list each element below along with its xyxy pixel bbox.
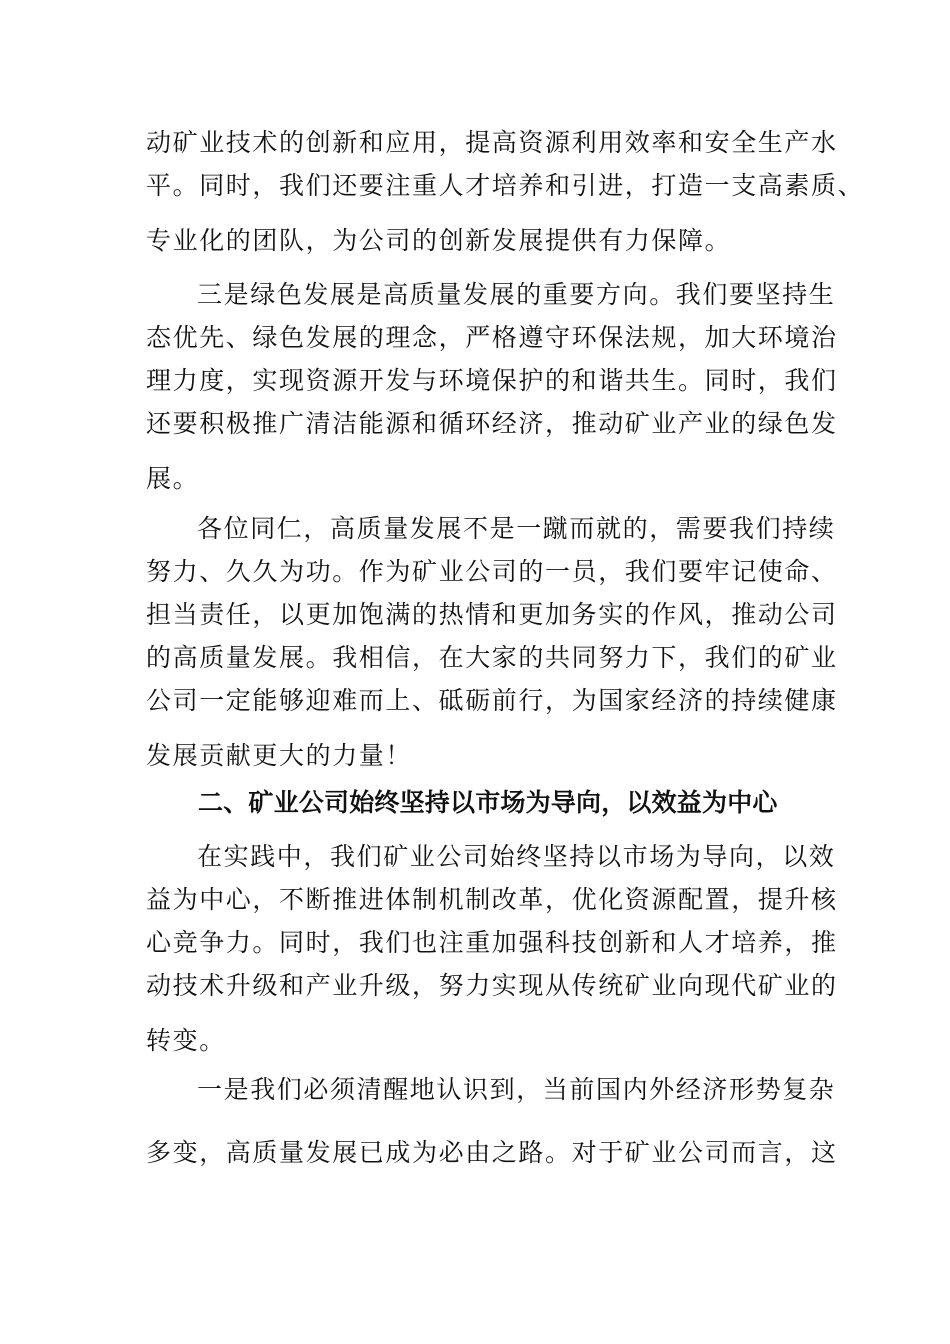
text-line: 公司一定能够迎难而上、砥砺前行，为国家经济的持续健康	[146, 686, 838, 715]
text-line: 动矿业技术的创新和应用，提高资源利用效率和安全生产水	[146, 128, 838, 157]
paragraph-start-line: 三是绿色发展是高质量发展的重要方向。我们要坚持生	[197, 280, 836, 309]
text-line: 转变。	[146, 1026, 226, 1055]
paragraph-start-line: 一是我们必须清醒地认识到，当前国内外经济形势复杂	[197, 1075, 836, 1104]
text-line: 心竞争力。同时，我们也注重加强科技创新和人才培养，推	[146, 928, 838, 957]
text-line: 理力度，实现资源开发与环境保护的和谐共生。同时，我们	[146, 366, 838, 395]
text-line: 平。同时，我们还要注重人才培养和引进，打造一支高素质、	[146, 171, 865, 200]
text-line: 益为中心，不断推进体制机制改革，优化资源配置，提升核	[146, 885, 838, 914]
section-heading: 二、矿业公司始终坚持以市场为导向，以效益为中心	[198, 788, 778, 817]
text-line: 展。	[146, 464, 200, 493]
text-line: 担当责任，以更加饱满的热情和更加务实的作风，推动公司	[146, 600, 838, 629]
text-line: 多变，高质量发展已成为必由之路。对于矿业公司而言，这	[146, 1138, 838, 1167]
text-line: 还要积极推广清洁能源和循环经济，推动矿业产业的绿色发	[146, 409, 838, 438]
text-line: 动技术升级和产业升级，努力实现从传统矿业向现代矿业的	[146, 971, 838, 1000]
text-line: 态优先、绿色发展的理念，严格遵守环保法规，加大环境治	[146, 323, 838, 352]
text-line: 努力、久久为功。作为矿业公司的一员，我们要牢记使命、	[146, 557, 838, 586]
paragraph-start-line: 各位同仁，高质量发展不是一蹴而就的，需要我们持续	[197, 514, 836, 543]
text-line: 的高质量发展。我相信，在大家的共同努力下，我们的矿业	[146, 643, 838, 672]
text-line: 发展贡献更大的力量！	[146, 741, 413, 770]
text-line: 专业化的团队，为公司的创新发展提供有力保障。	[146, 226, 732, 255]
paragraph-start-line: 在实践中，我们矿业公司始终坚持以市场为导向，以效	[197, 842, 836, 871]
